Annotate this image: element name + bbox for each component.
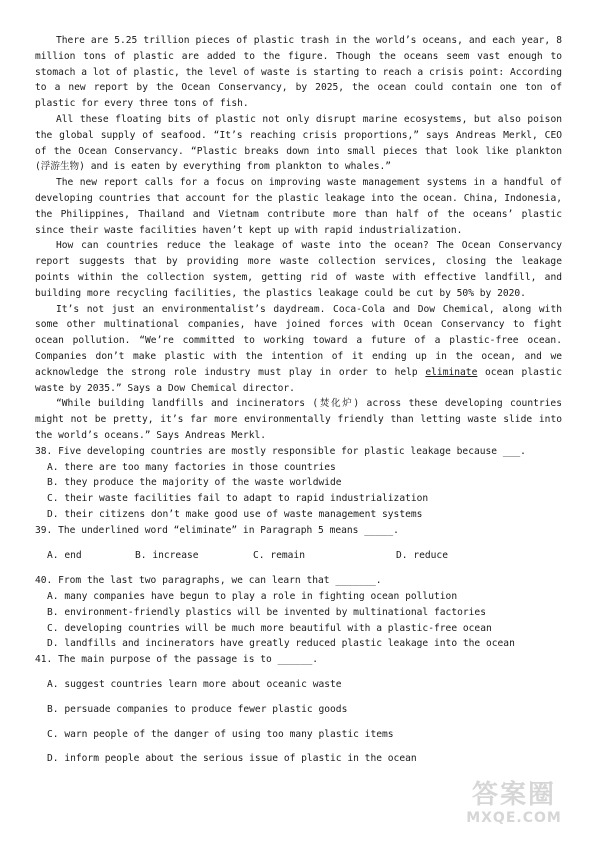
site-watermark-logo <box>439 772 589 834</box>
question-41-stem: 41. The main purpose of the passage is to ______. <box>35 654 319 666</box>
question-41-option-b: B. persuade companies to produce fewer plastic goods <box>47 703 348 715</box>
question-41 <box>35 652 562 767</box>
watermark-logo-text: 答案圈 <box>471 780 556 810</box>
question-38-option-a: A. there are too many factories in those countries <box>47 461 336 473</box>
paragraph-6: “While building landfills and incinerators (焚化炉) across these developing countries might not be pretty, it’s far more environmentally friendly than letting waste slide into the world’s oceans.” Says Andreas Merkl. <box>35 398 562 441</box>
question-38-option-d: D. their citizens don’t make good use of waste management systems <box>47 508 423 520</box>
question-41-option-c: C. warn people of the danger of using too many plastic items <box>47 728 394 740</box>
exam-page <box>35 33 562 767</box>
paragraph-5 <box>35 302 562 397</box>
paragraph-3: The new report calls for a focus on improving waste management systems in a handful of developing countries that account for the plastic leakage into the ocean. China, Indonesia, the Philippines, Thailand and Vietnam contribute more than half of the oceans’ plastic since their waste facilities haven’t kept up with rapid industrialization. <box>35 177 562 236</box>
question-39-option-b: B. increase <box>135 549 199 561</box>
paragraph-4: How can countries reduce the leakage of waste into the ocean? The Ocean Conservancy report suggests that by providing more waste collection services, closing the leakage points within the collection system, getting rid of waste with effective landfill, and building more recycling facilities, the plastics leakage could be cut by 50% by 2020. <box>35 240 562 299</box>
paragraph-1: There are 5.25 trillion pieces of plastic trash in the world’s oceans, and each year, 8 million tons of plastic are added to the figure. Though the oceans seem vast enough to stomach a lot of plastic, the level of waste is starting to reach a crisis point: According to a new report by the Ocean Conservancy, by 2025, the ocean could contain one ton of plastic for every three tons of fish. <box>35 35 562 110</box>
question-38-option-b: B. they produce the majority of the waste worldwide <box>47 477 342 489</box>
question-40-option-a: A. many companies have begun to play a role in fighting ocean pollution <box>47 591 458 603</box>
paragraph-2: All these floating bits of plastic not only disrupt marine ecosystems, but also poison the global supply of seafood. “It’s reaching crisis proportions,” says Andreas Merkl, CEO of the Ocean Conservancy. “Plastic breaks down into small pieces that look like plankton (浮游生物) and is eaten by everything from plankton to whales.” <box>35 113 562 173</box>
question-39-option-d: D. reduce <box>396 549 448 561</box>
question-39-option-c: C. remain <box>253 549 305 561</box>
paragraph-5-text-after: ocean plastic waste by 2035.” Says a Dow Chemical director. <box>35 366 562 394</box>
question-38 <box>35 444 562 523</box>
reading-passage <box>35 33 562 444</box>
question-39 <box>35 523 562 564</box>
question-38-stem: 38. Five developing countries are mostly responsible for plastic leakage because ___. <box>35 445 526 457</box>
question-39-option-a: A. end <box>47 549 82 561</box>
question-41-option-d: D. inform people about the serious issue of plastic in the ocean <box>47 753 417 765</box>
question-38-option-c: C. their waste facilities fail to adapt to rapid industrialization <box>47 493 429 505</box>
question-40-option-d: D. landfills and incinerators have greatly reduced plastic leakage into the ocean <box>47 638 515 650</box>
watermark-url-text: MXQE.COM <box>466 810 562 826</box>
underlined-word-eliminate: eliminate <box>425 366 478 378</box>
question-39-stem: 39. The underlined word “eliminate” in Paragraph 5 means _____. <box>35 524 399 536</box>
question-41-option-a: A. suggest countries learn more about oceanic waste <box>47 679 342 691</box>
question-40-option-b: B. environment-friendly plastics will be invented by multinational factories <box>47 606 486 618</box>
question-40-stem: 40. From the last two paragraphs, we can learn that _______. <box>35 575 382 587</box>
question-40-option-c: C. developing countries will be much more beautiful with a plastic-free ocean <box>47 622 492 634</box>
question-39-options <box>47 548 562 564</box>
question-40 <box>35 573 562 652</box>
paragraph-5-text-before: It’s not just an environmentalist’s daydream. Coca-Cola and Dow Chemical, along with some other multinational companies, have joined forces with Ocean Conservancy to fight ocean pollution. “We’re committed to working toward a future of a plastic-free ocean. Companies don’t make plastic with the intention of it ending up in the ocean, and we acknowledge the strong role industry must play in order to help <box>35 303 562 378</box>
